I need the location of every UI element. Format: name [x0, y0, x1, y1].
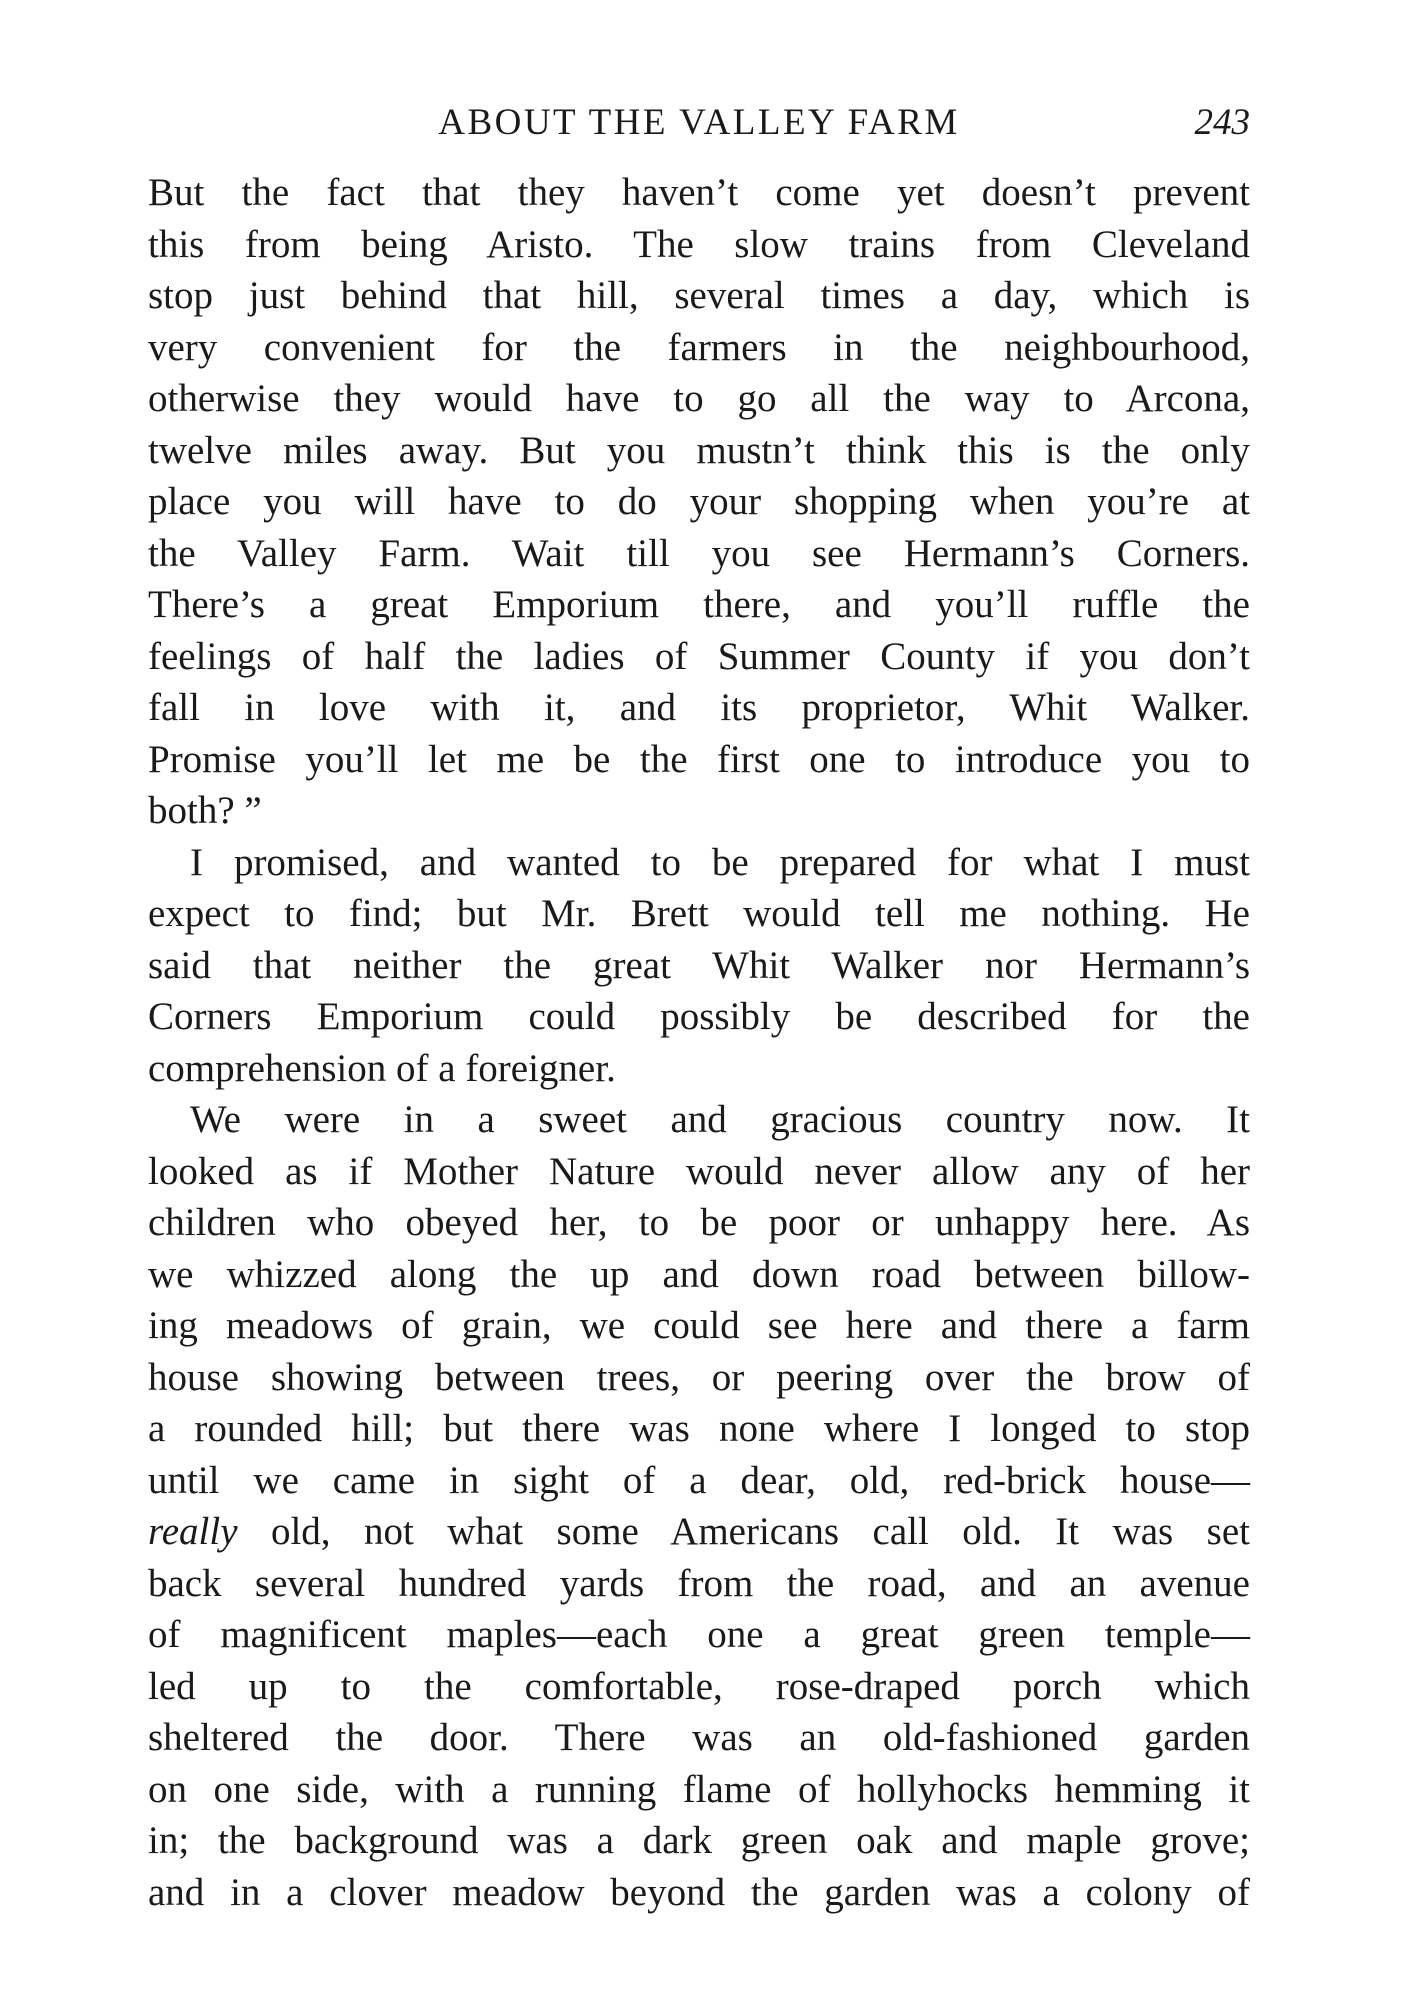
text-line: There’s a great Emporium there, and you’ll ruffle the: [148, 583, 1250, 626]
text-line: a rounded hill; but there was none where I longed to stop: [148, 1407, 1250, 1450]
text-line: looked as if Mother Nature would never allow any of her: [148, 1149, 1250, 1193]
text-line: of magnificent maples—each one a great green temple—: [148, 1613, 1250, 1656]
body-text: [148, 167, 1250, 1918]
emphasis: really: [148, 1510, 238, 1553]
text-line: place you will have to do your shopping when you’re at: [148, 480, 1250, 523]
text-line: until we came in sight of a dear, old, red-brick house—: [148, 1458, 1250, 1502]
text-line: both? ”: [148, 789, 262, 832]
text-line: But the fact that they haven’t come yet doesn’t prevent: [148, 171, 1250, 214]
text-line: fall in love with it, and its proprietor, Whit Walker.: [148, 686, 1250, 729]
text-line: sheltered the door. There was an old-fashioned garden: [148, 1716, 1250, 1759]
text-line: back several hundred yards from the road, and an avenue: [148, 1561, 1250, 1605]
text-line: led up to the comfortable, rose-draped porch which: [148, 1664, 1250, 1708]
text-line: twelve miles away. But you mustn’t think this is the only: [148, 428, 1250, 472]
text-line: in; the background was a dark green oak and maple grove;: [148, 1819, 1250, 1862]
text-line: comprehension of a foreigner.: [148, 1046, 616, 1090]
text-line: really old, not what some Americans call old. It was set: [148, 1510, 1250, 1553]
text-line: Corners Emporium could possibly be described for the: [148, 995, 1250, 1038]
text-line: this from being Aristo. The slow trains from Cleveland: [148, 222, 1250, 266]
text-line: expect to find; but Mr. Brett would tell me nothing. He: [148, 892, 1250, 935]
text-line: the Valley Farm. Wait till you see Hermann’s Corners.: [148, 531, 1250, 575]
text-line: We were in a sweet and gracious country now. It: [190, 1098, 1250, 1141]
text-line: children who obeyed her, to be poor or unhappy here. As: [148, 1201, 1250, 1244]
text-line: house showing between trees, or peering over the brow of: [148, 1355, 1250, 1399]
text-line: Promise you’ll let me be the first one to introduce you to: [148, 737, 1250, 781]
text-line: otherwise they would have to go all the way to Arcona,: [148, 377, 1250, 420]
paragraph: [148, 837, 1250, 1095]
paragraph: [148, 167, 1250, 837]
running-head: [148, 98, 1250, 148]
text-line: and in a clover meadow beyond the garden was a colony of: [148, 1870, 1250, 1914]
text-line: I promised, and wanted to be prepared for what I must: [190, 840, 1250, 884]
text-line: stop just behind that hill, several times a day, which is: [148, 274, 1250, 317]
text-line: said that neither the great Whit Walker nor Hermann’s: [148, 943, 1250, 987]
text-line: we whizzed along the up and down road between billow-: [148, 1252, 1250, 1296]
running-title: ABOUT THE VALLEY FARM: [438, 102, 960, 143]
text-line: very convenient for the farmers in the neighbourhood,: [148, 325, 1250, 369]
text-line: ing meadows of grain, we could see here and there a farm: [148, 1304, 1250, 1347]
page-number: 243: [1194, 102, 1250, 143]
text-line: on one side, with a running flame of hollyhocks hemming it: [148, 1767, 1250, 1811]
paragraph: [148, 1094, 1250, 1918]
text-line: feelings of half the ladies of Summer County if you don’t: [148, 634, 1250, 678]
